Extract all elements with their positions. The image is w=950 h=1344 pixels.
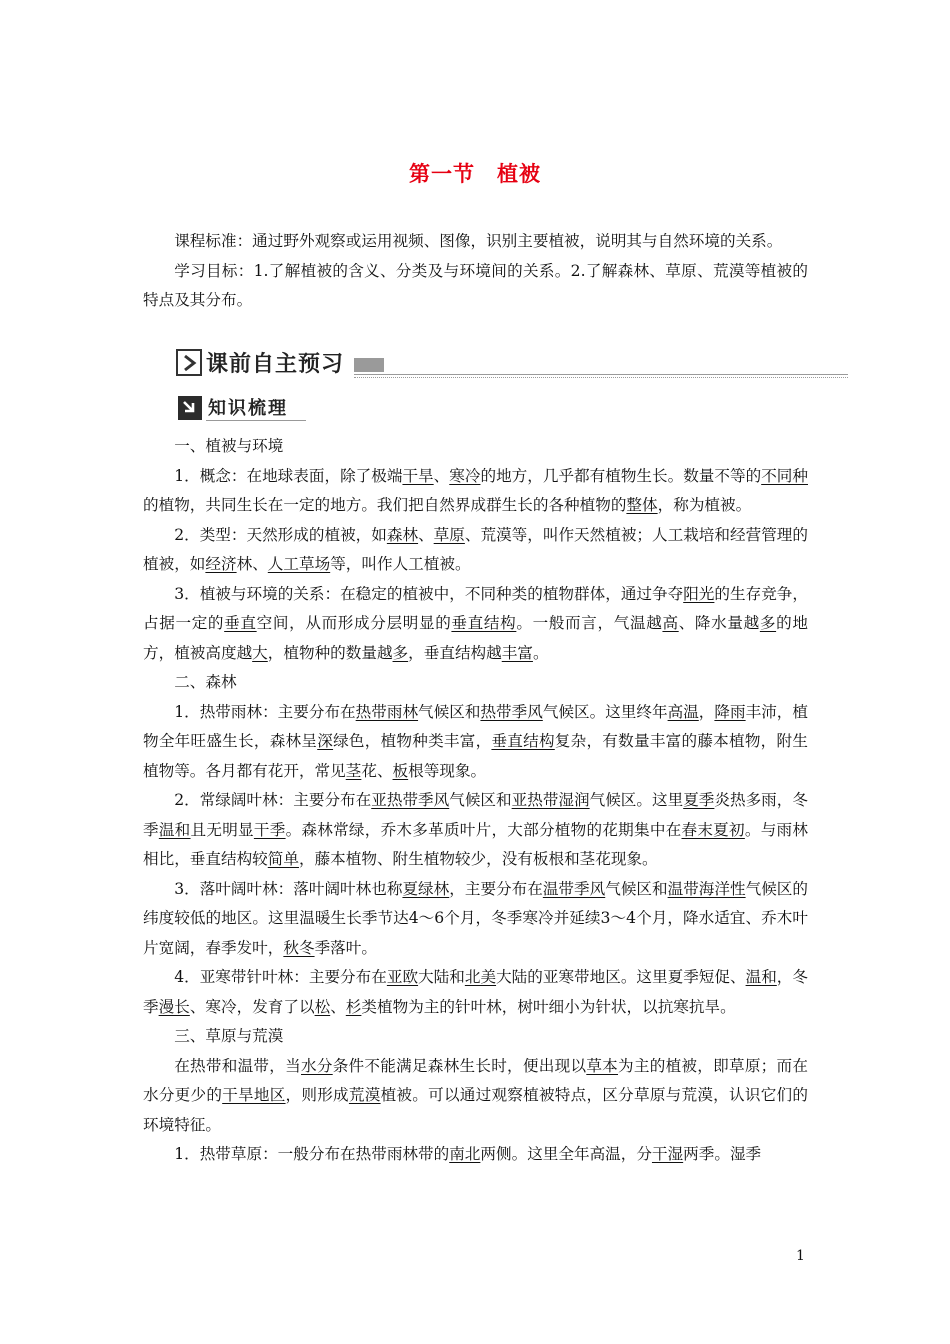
answer-blank: 亚欧 — [386, 968, 419, 986]
answer-blank: 荒漠 — [348, 1086, 381, 1104]
text-run: 。一般而言，气温越 — [516, 614, 663, 632]
text-run: 1．热带雨林：主要分布在 — [174, 702, 356, 721]
answer-blank: 垂直 — [224, 614, 257, 632]
paragraph — [143, 1052, 808, 1141]
text-run: 林、 — [236, 555, 268, 573]
intro — [143, 227, 808, 316]
text-run: 、 — [330, 997, 346, 1016]
text-run: 。森林常绿，乔木多革质叶片，大部分植物的花期集中在 — [285, 820, 682, 839]
text-run: 且无明显 — [190, 820, 254, 839]
title-part-2: 植被 — [497, 162, 541, 186]
answer-blank: 降雨 — [714, 702, 746, 721]
text-run: 气候区。这里终年 — [542, 702, 668, 721]
paragraph — [143, 462, 808, 521]
title-part-1: 第一节 — [409, 162, 475, 186]
answer-blank: 多 — [759, 614, 777, 632]
text-run: 3．落叶阔叶林：落叶阔叶林也称 — [174, 879, 403, 898]
text-run: 1．热带草原：一般分布在热带雨林带的 — [174, 1145, 450, 1163]
text-run: 4．亚寒带针叶林：主要分布在 — [174, 968, 387, 986]
answer-blank: 夏绿林 — [402, 879, 450, 898]
text-run: 季落叶。 — [314, 938, 377, 957]
section-banner — [176, 346, 848, 380]
text-run: 、 — [418, 525, 434, 544]
paragraph — [143, 963, 808, 1022]
text-run: 炎热多雨，冬季 — [143, 791, 808, 839]
answer-blank: 热带季风 — [480, 702, 543, 721]
text-run: 两侧。这里全年高温，分 — [480, 1145, 652, 1163]
answer-blank: 垂直结构 — [491, 732, 555, 750]
text-run: 为主的植被，即草原；而在水分更少的 — [143, 1056, 808, 1104]
answer-blank: 南北 — [449, 1145, 481, 1163]
answer-blank: 干旱地区 — [222, 1086, 286, 1104]
answer-blank: 丰富 — [501, 643, 533, 662]
text-run: 的地方，植被高度越 — [143, 614, 808, 662]
text-run: 绿色，植物种类丰富， — [333, 732, 492, 750]
answer-blank: 漫长 — [158, 997, 190, 1016]
answer-blank: 温带季风 — [542, 879, 606, 898]
banner-divider — [354, 374, 848, 375]
answer-blank: 寒冷 — [449, 466, 481, 485]
text-run: 植被。可以通过观察植被特点，区分草原与荒漠，认识它们的环境特征。 — [143, 1086, 808, 1134]
answer-blank: 简单 — [267, 850, 299, 868]
answer-blank: 茎 — [345, 761, 362, 780]
answer-blank: 整体 — [626, 496, 658, 514]
subhead-rule — [206, 420, 306, 421]
answer-blank: 夏季 — [683, 791, 715, 809]
answer-blank: 大 — [252, 643, 268, 662]
text-run: ，植物种的数量越 — [267, 643, 393, 662]
section-heading: 一、植被与环境 — [174, 437, 284, 455]
paragraph — [143, 1140, 808, 1170]
text-run: 气候区和 — [449, 791, 512, 809]
text-run: 3．植被与环境的关系：在稳定的植被中，不同种类的植物群体，通过争夺 — [174, 584, 684, 603]
answer-blank: 不同种 — [761, 466, 808, 485]
answer-blank: 高温 — [667, 702, 699, 721]
answer-blank: 深 — [317, 732, 334, 750]
text-run: 2．常绿阔叶林：主要分布在 — [174, 791, 372, 809]
text-run: 。与雨林相比，垂直结构较 — [143, 820, 808, 868]
answer-blank: 垂直结构 — [451, 614, 517, 632]
answer-blank: 春末夏初 — [681, 820, 745, 839]
answer-blank: 秋冬 — [283, 938, 315, 957]
main-content — [143, 432, 808, 1170]
chevron-icon — [178, 396, 202, 420]
answer-blank: 亚热带季风 — [371, 791, 450, 809]
answer-blank: 高 — [662, 614, 679, 632]
answer-blank: 草本 — [586, 1056, 619, 1075]
text-run: 、荒漠等，叫作天然植被；人工栽培和经营管理的植被，如 — [143, 525, 808, 573]
text-run: 大陆的亚寒带地区。这里夏季短促、 — [496, 968, 746, 986]
subhead-label: 知识梳理 — [208, 398, 288, 419]
text-run: ，主要分布在 — [449, 879, 543, 898]
text-run: 。 — [532, 643, 549, 662]
answer-blank: 多 — [392, 643, 409, 662]
text-run: ，藤本植物、附生植物较少，没有板根和茎花现象。 — [298, 850, 658, 868]
text-run: 丰沛，植物全年旺盛生长，森林呈 — [143, 702, 808, 750]
text-run: 气候区。这里 — [589, 791, 684, 809]
answer-blank: 草原 — [433, 525, 465, 544]
text-run: 、寒冷，发育了以 — [189, 997, 315, 1016]
course-standard: 课程标准：通过野外观察或运用视频、图像，识别主要植被，说明其与自然环境的关系。 — [174, 232, 783, 250]
text-run: 空间，从而形成分层明显的 — [256, 614, 452, 632]
text-run: 等，叫作人工植被。 — [330, 555, 471, 573]
answer-blank: 温和 — [158, 820, 191, 839]
section-heading: 二、森林 — [174, 673, 237, 691]
text-run: ，垂直结构越 — [408, 643, 502, 662]
answer-blank: 热带雨林 — [355, 702, 419, 721]
answer-blank: 干季 — [253, 820, 286, 839]
answer-blank: 板 — [392, 761, 409, 780]
text-run: 条件不能满足森林生长时，便出现以 — [332, 1056, 587, 1075]
text-run: 根等现象。 — [408, 761, 487, 780]
paragraph — [143, 875, 808, 964]
paragraph — [143, 521, 808, 580]
answer-blank: 阳光 — [683, 584, 715, 603]
page-title — [0, 158, 950, 188]
text-run: 2．类型：天然形成的植被，如 — [174, 525, 387, 544]
text-run: 1．概念：在地球表面，除了极端 — [174, 466, 403, 485]
learning-objective: 学习目标：1.了解植被的含义、分类及与环境间的关系。2.了解森林、草原、荒漠等植被的特点及其分布。 — [143, 261, 808, 309]
banner-dotted-divider — [354, 377, 848, 378]
text-run: ，称为植被。 — [657, 496, 752, 514]
arrow-icon — [176, 349, 202, 376]
text-run: ，则形成 — [285, 1086, 349, 1104]
answer-blank: 干旱 — [402, 466, 434, 485]
text-run: 的植物，共同生长在一定的地方。我们把自然界成群生长的各种植物的 — [143, 496, 627, 514]
answer-blank: 杉 — [345, 997, 362, 1016]
text-run: 的地方，几乎都有植物生长。数量不等的 — [480, 466, 762, 485]
answer-blank: 温带海洋性 — [667, 879, 746, 898]
text-run: 在热带和温带，当 — [174, 1056, 301, 1075]
answer-blank: 亚热带湿润 — [511, 791, 590, 809]
text-run: 复杂，有数量丰富的藤本植物，附生植物等。各月都有花开，常见 — [143, 732, 808, 780]
answer-blank: 人工草场 — [267, 555, 331, 573]
paragraph — [143, 580, 808, 669]
text-run: 两季。湿季 — [683, 1145, 762, 1163]
text-run: 类植物为主的针叶林，树叶细小为针状，以抗寒抗旱。 — [361, 997, 736, 1016]
answer-blank: 水分 — [301, 1056, 333, 1075]
text-run: ， — [698, 702, 715, 721]
text-run: 花、 — [361, 761, 393, 780]
answer-blank: 温和 — [745, 968, 777, 986]
text-run: 气候区的纬度较低的地区。这里温暖生长季节达4～6个月，冬季寒冷并延续3～4个月，降水适宜、乔木叶片宽阔，春季发叶， — [143, 879, 808, 957]
banner-grey-block — [354, 358, 384, 372]
answer-blank: 经济 — [205, 555, 237, 573]
paragraph — [143, 786, 808, 875]
page-number: 1 — [796, 1248, 805, 1264]
text-run: 、 — [433, 466, 450, 485]
text-run: 气候区和 — [605, 879, 668, 898]
answer-blank: 北美 — [464, 968, 497, 986]
text-run: 气候区和 — [418, 702, 481, 721]
text-run: 的生存竞争，占据一定的 — [143, 584, 808, 632]
section-heading: 三、草原与荒漠 — [174, 1027, 284, 1045]
text-run: ，冬季 — [143, 968, 808, 1016]
paragraph — [143, 698, 808, 787]
answer-blank: 森林 — [386, 525, 419, 544]
text-run: 、降水量越 — [678, 614, 760, 632]
banner-label: 课前自主预习 — [206, 352, 345, 377]
text-run: 大陆和 — [418, 968, 465, 986]
answer-blank: 松 — [314, 997, 331, 1016]
answer-blank: 干湿 — [651, 1145, 684, 1163]
